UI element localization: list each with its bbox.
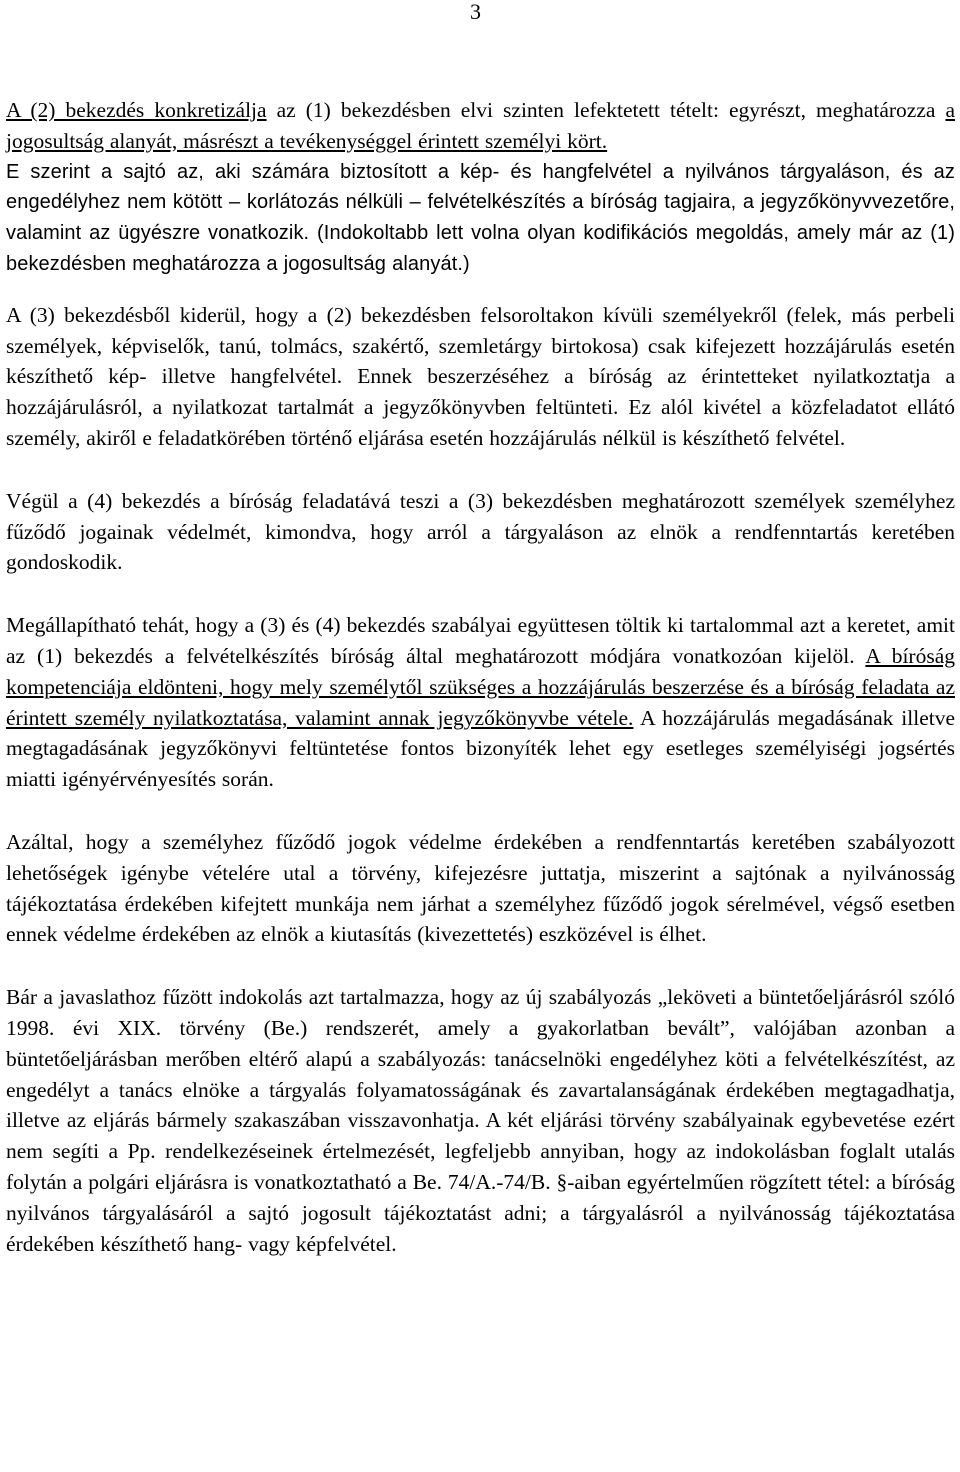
paragraph-4-underlined: A bíróság kompetenciája eldönteni, hogy mely személytől szükséges a hozzájárulás beszerzése és a bíróság feladata az érintett személy nyilatkoztatása, valamint annak jegyzőkönyvbe vétele. <box>6 643 955 730</box>
paragraph-3: Végül a (4) bekezdés a bíróság feladatává teszi a (3) bekezdésben meghatározott személyek személyhez fűződő jogainak védelmét, kimondva, hogy arról a tárgyaláson az elnök a rendfenntartás keretében gondoskodik. <box>6 488 955 575</box>
page-number: 3 <box>470 0 481 24</box>
paragraph-1-sans: E szerint a sajtó az, aki számára biztosított a kép- és hangfelvétel a nyilvános tárgyaláson, és az engedélyhez nem kötött – korlátozás nélküli – felvételkészítés a bíróság tagjaira, a jegyzőkönyvvezetőre, valamint az ügyészre vonatkozik. (Indokoltabb lett volna olyan kodifikációs megoldás, amely már az (1) bekezdésben meghatározza a jogosultság alanyát.) <box>6 160 955 275</box>
paragraph-1-underlined-mid: a jogosultság alanyát, másrészt a tevékenységgel érintett személyi kört. <box>6 98 956 153</box>
paragraph-5: Azáltal, hogy a személyhez fűződő jogok védelme érdekében a rendfenntartás keretében szabályozott lehetőségek igénybe vételére utal a törvény, kifejezésre juttatja, miszerint a sajtónak a nyilvánosság tájékoztatása érdekében kifejtett munkája nem járhat a személyhez fűződő jogok sérelmével, végső esetben ennek védelme érdekében az elnök a kiutasítás (kivezettetés) eszközével is élhet. <box>6 829 955 947</box>
paragraph-2: A (3) bekezdésből kiderül, hogy a (2) bekezdésben felsoroltakon kívüli személyekről (felek, más perbeli személyek, képviselők, tanú, tolmács, szakértő, szemletárgy birtokosa) csak kifejezett hozzájárulás esetén készíthető kép- illetve hangfelvétel. Ennek beszerzéséhez a bíróság az érintetteket nyilatkoztatja a hozzájárulásról, a nyilatkozat tartalmát a jegyzőkönyvben feltünteti. Ez alól kivétel a közfeladatot ellátó személy, akiről e feladatkörében történő eljárása esetén hozzájárulás nélkül is készíthető felvétel. <box>6 302 955 450</box>
paragraph-4 <box>6 610 955 795</box>
paragraph-4-end: A hozzájárulás megadásának illetve megtagadásának jegyzőkönyvi feltüntetése fontos bizonyíték lehet egy esetleges személyiségi jogsértés miatti igényérvényesítés során. <box>6 705 955 792</box>
paragraph-4-start: Megállapítható tehát, hogy a (3) és (4) bekezdés szabályai együttesen töltik ki tartalommal azt a keretet, amit az (1) bekezdés a felvételkészítés bíróság által meghatározott módjára vonatkozóan kijelöl. <box>6 613 955 668</box>
paragraph-6: Bár a javaslathoz fűzött indokolás azt tartalmazza, hogy az új szabályozás „leköveti a büntetőeljárásról szóló 1998. évi XIX. törvény (Be.) rendszerét, amely a gyakorlatban bevált”, valójában azonban a büntetőeljárásban merőben eltérő alapú a szabályozás: tanácselnöki engedélyhez köti a felvételkészítést, az engedélyt a tanács elnöke a tárgyalás folyamatosságának és zavartalanságának érdekében megtagadhatja, illetve az eljárás bármely szakaszában visszavonhatja. A két eljárási törvény szabályainak egybevetése ezért nem segíti a Pp. rendelkezéseinek értelmezését, legfeljebb annyiban, hogy az indokolásban foglalt utalás folytán a polgári eljárásra is vonatkoztatható a Be. 74/A.-74/B. §-aiban egyértelműen rögzített tétel: a bíróság nyilvános tárgyalásáról a sajtó jogosult tájékoztatást adni; a tárgyalásról a nyilvánosság tájékoztatása érdekében készíthető hang- vagy képfelvétel. <box>6 985 955 1256</box>
paragraph-1-underlined-start: A (2) bekezdés konkretizálja <box>6 98 267 122</box>
paragraph-1 <box>6 95 955 157</box>
paragraph-1-text: az (1) bekezdésben elvi szinten lefektetett tételt: egyrészt, meghatározza <box>266 98 946 122</box>
document-body <box>6 95 955 1291</box>
